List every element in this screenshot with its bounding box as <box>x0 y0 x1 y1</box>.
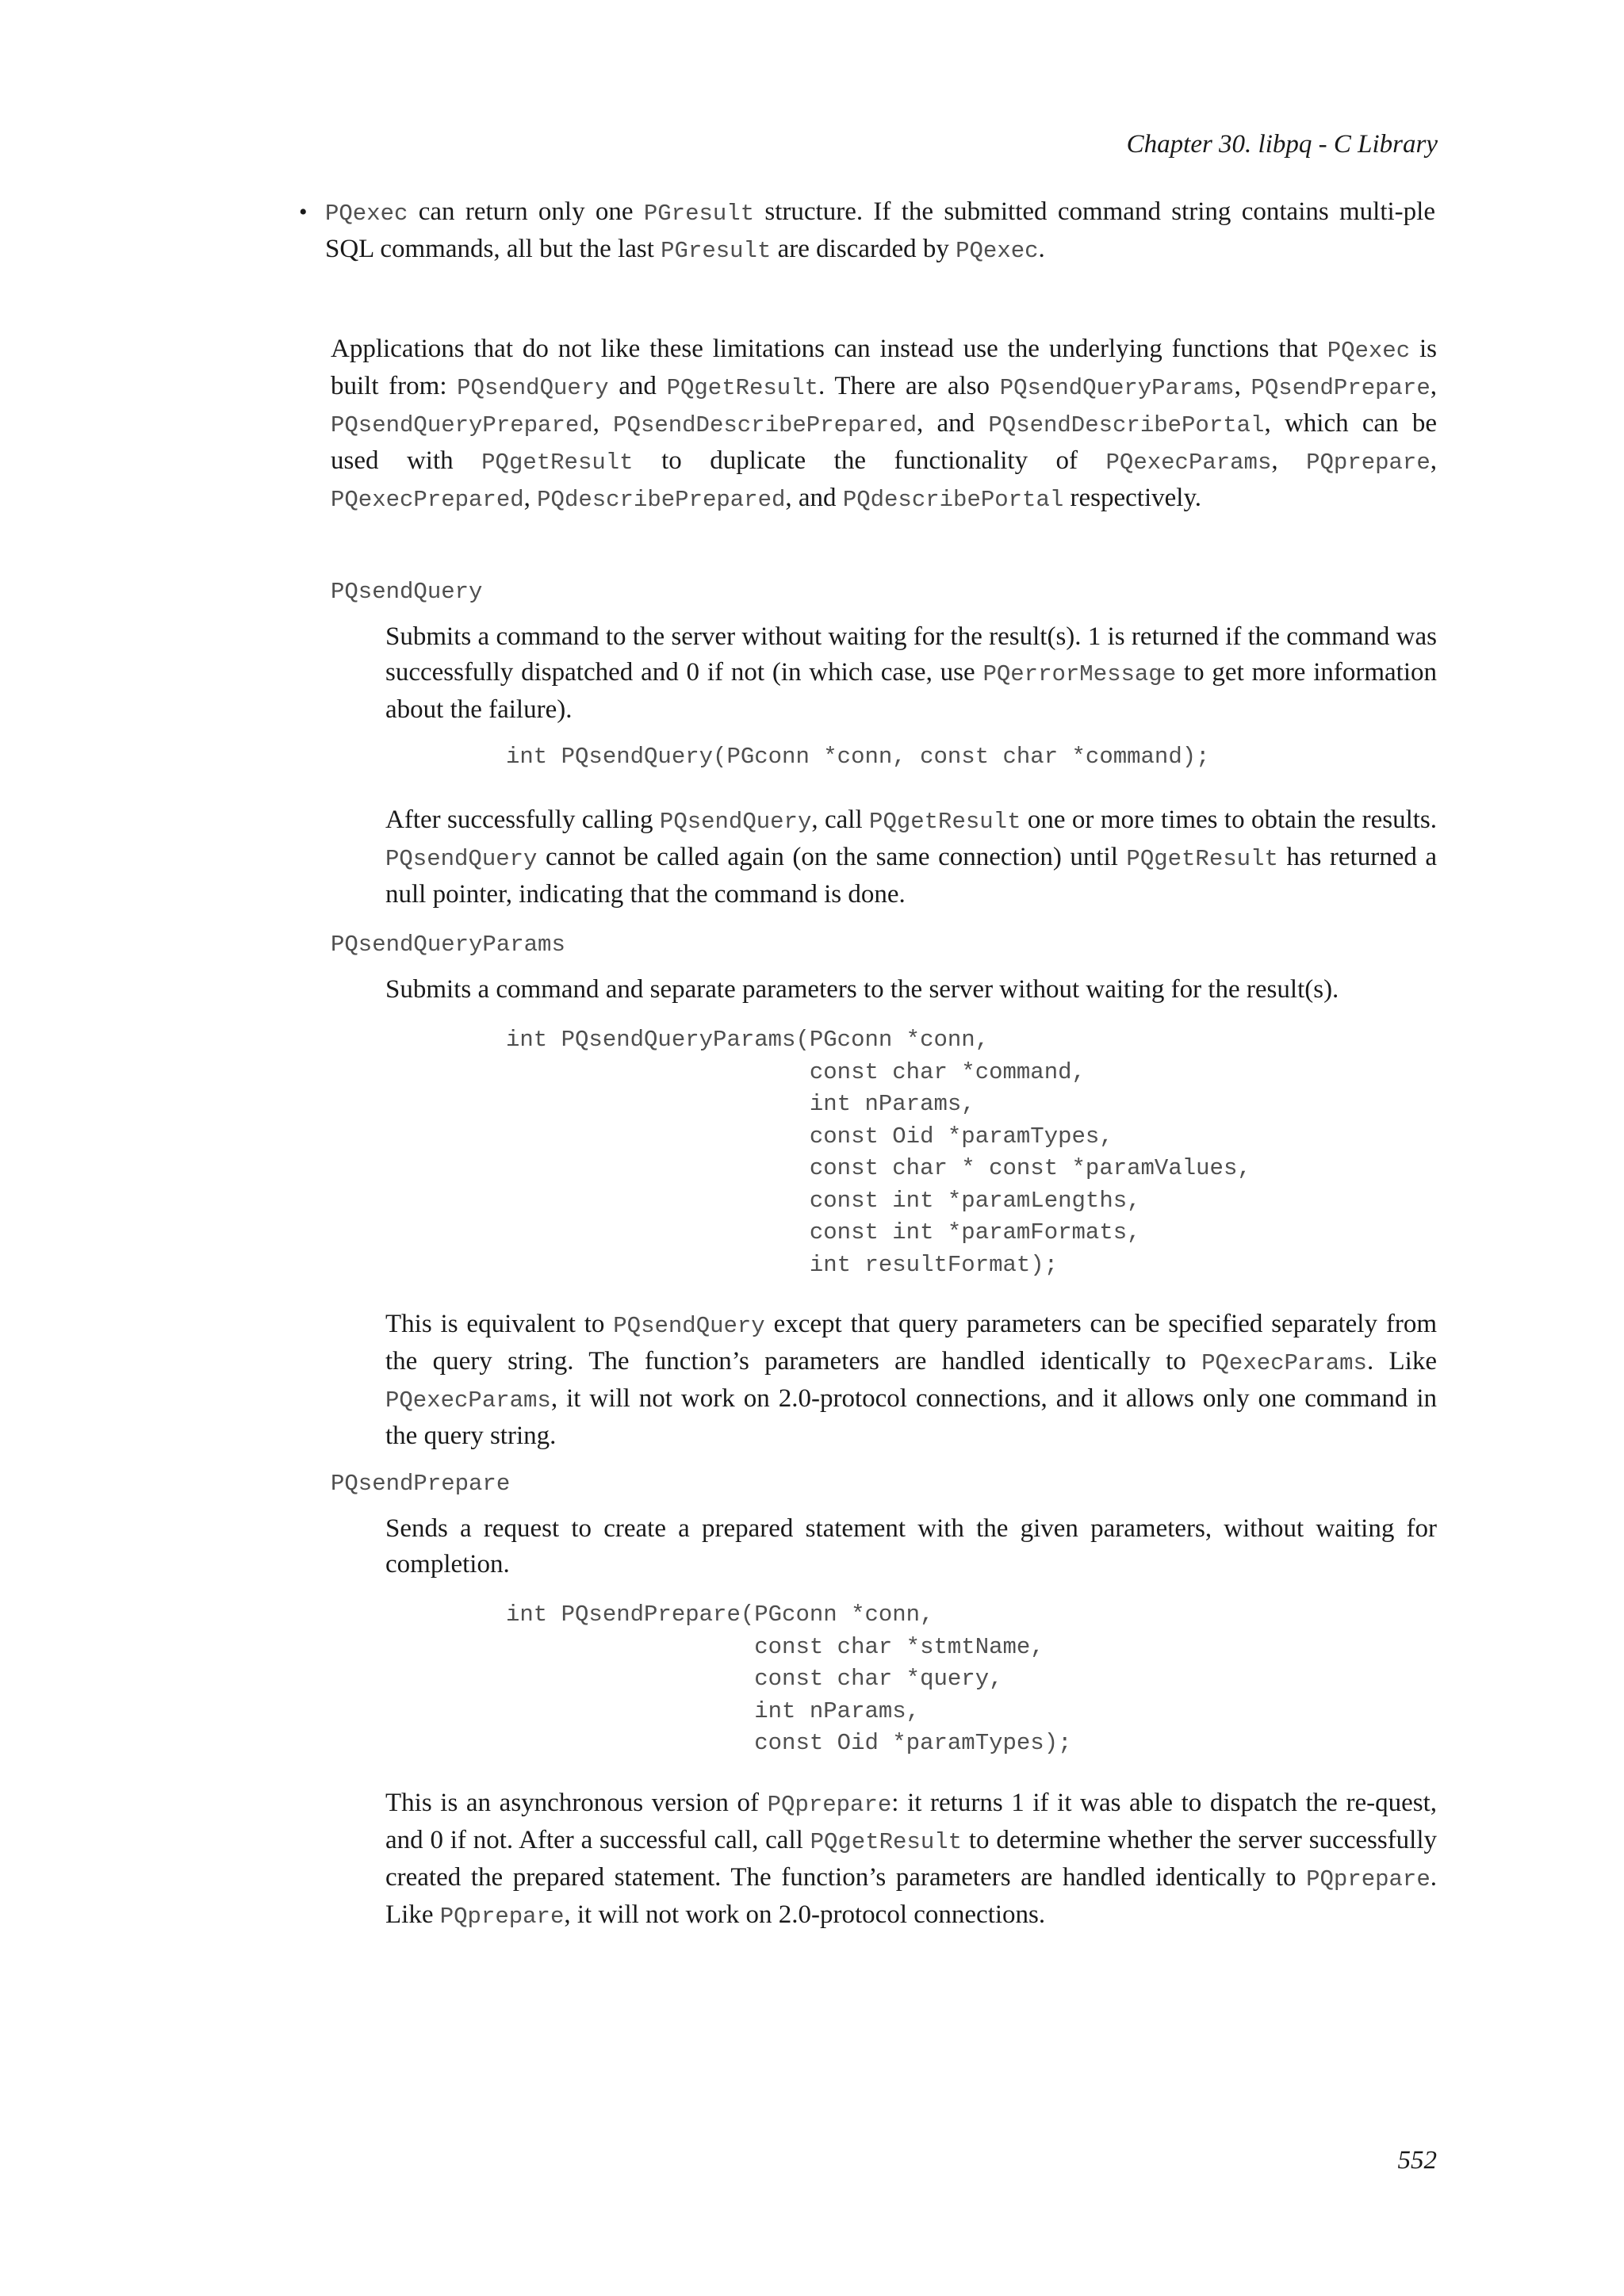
code-line: int resultFormat); <box>506 1251 1059 1278</box>
text-run: Submits a command to the server without waiting for the result(s). 1 is returned if the command was successfully dispatched and 0 if not (in which case, use <box>385 622 1437 687</box>
bullet-icon: • <box>299 199 308 225</box>
inline-code: PQsendQuery <box>385 846 538 872</box>
function-note <box>385 1307 1437 1454</box>
text-run: , <box>1430 372 1437 400</box>
function-description <box>385 619 1437 728</box>
text-run: , <box>1271 446 1307 475</box>
inline-code: PQgetResult <box>1126 846 1278 872</box>
text-run: , and <box>785 484 843 512</box>
inline-code: PQsendPrepare <box>1251 375 1431 401</box>
text-run: . There are also <box>818 372 1000 400</box>
text-run: except that query parameters can be specified separately from the query string. The function’s parameters are handled identically to <box>385 1310 1437 1376</box>
text-run: , call <box>811 806 870 834</box>
text-run: , it will not work on 2.0-protocol connections. <box>564 1900 1046 1929</box>
text-run: , and <box>917 409 989 438</box>
text-run: are discarded by <box>771 235 956 263</box>
inline-code: PQexec <box>956 238 1039 264</box>
text-run: , <box>523 484 538 512</box>
function-note <box>385 1785 1437 1934</box>
inline-code: PQdescribePrepared <box>537 487 786 513</box>
function-signature <box>506 741 1210 774</box>
function-note <box>385 802 1437 913</box>
text-run: , <box>1234 372 1251 400</box>
code-line: int PQsendQuery(PGconn *conn, const char *command); <box>506 744 1210 770</box>
intro-paragraph <box>331 331 1437 518</box>
text-run: After successfully calling <box>385 806 660 834</box>
text-run: to duplicate the functionality of <box>633 446 1106 475</box>
chapter-header: Chapter 30. libpq - C Library <box>1126 130 1438 159</box>
text-run: . <box>1038 235 1045 263</box>
code-line: const int *paramFormats, <box>506 1219 1141 1246</box>
code-line: int nParams, <box>506 1091 975 1117</box>
inline-code: PQprepare <box>1306 450 1431 476</box>
text-run: and <box>608 372 667 400</box>
inline-code: PQprepare <box>767 1792 892 1818</box>
inline-code: PQexecParams <box>385 1387 551 1414</box>
inline-code: PQerrorMessage <box>982 661 1177 687</box>
inline-code: PQsendQuery <box>457 375 609 401</box>
code-line: const Oid *paramTypes); <box>506 1730 1072 1756</box>
inline-code: PQgetResult <box>666 375 819 401</box>
inline-code: PQexec <box>325 201 408 227</box>
inline-code: PQexecParams <box>1105 450 1272 476</box>
text-run: . Like <box>1366 1347 1437 1376</box>
inline-code: PGresult <box>661 238 772 264</box>
text-run: , <box>1430 446 1437 475</box>
inline-code: PQsendQuery <box>613 1313 765 1339</box>
text-run: Submits a command and separate parameters to the server without waiting for the result(s). <box>385 975 1339 1004</box>
inline-code: PQdescribePortal <box>842 487 1064 513</box>
bullet-text <box>325 194 1435 269</box>
text-run: respectively. <box>1063 484 1202 512</box>
function-signature <box>506 1024 1251 1281</box>
code-line: const char *command, <box>506 1058 1086 1085</box>
inline-code: PQgetResult <box>810 1829 963 1855</box>
text-run: This is an asynchronous version of <box>385 1789 768 1817</box>
inline-code: PQexecParams <box>1201 1350 1367 1376</box>
text-run: one or more times to obtain the results. <box>1021 806 1437 834</box>
text-run: Applications that do not like these limitations can instead use the underlying functions that <box>331 335 1327 363</box>
text-run: Sends a request to create a prepared statement with the given parameters, without waiting for completion. <box>385 1514 1437 1578</box>
code-line: const Oid *paramTypes, <box>506 1123 1113 1150</box>
text-run: has returned a null pointer, indicating that the command is done. <box>385 843 1438 909</box>
code-line: int PQsendQueryParams(PGconn *conn, <box>506 1027 990 1053</box>
text-run: can return only one <box>408 197 644 226</box>
text-run: : it returns 1 if it was able to dispatch the re-quest, and 0 if not. After a successful call, call <box>385 1789 1437 1854</box>
code-line: const int *paramLengths, <box>506 1187 1141 1214</box>
code-line: int PQsendPrepare(PGconn *conn, <box>506 1601 934 1628</box>
function-description <box>385 1511 1437 1582</box>
text-run: structure. If the submitted command string contains multi-ple SQL commands, all but the last <box>325 197 1435 263</box>
inline-code: PQgetResult <box>481 450 634 476</box>
inline-code: PQprepare <box>439 1904 565 1930</box>
code-line: const char *stmtName, <box>506 1633 1044 1660</box>
code-line: const char *query, <box>506 1666 1003 1692</box>
text-run: This is equivalent to <box>385 1310 614 1338</box>
inline-code: PQexec <box>1327 338 1411 364</box>
text-run: is built from: <box>331 335 1437 400</box>
text-run: . Like <box>385 1863 1437 1929</box>
text-run: to get more information about the failure). <box>385 658 1437 724</box>
inline-code: PQsendDescribePrepared <box>613 412 917 438</box>
bullet-item <box>299 194 1435 269</box>
inline-code: PQsendDescribePortal <box>988 412 1265 438</box>
inline-code: PQsendQueryParams <box>999 375 1235 401</box>
page-number: 552 <box>1397 2146 1437 2175</box>
text-run: , it will not work on 2.0-protocol connections, and it allows only one command in the query string. <box>385 1384 1437 1450</box>
inline-code: PQsendQueryPrepared <box>331 412 593 438</box>
text-run: , which can be used with <box>331 409 1437 475</box>
text-run: to determine whether the server successfully created the prepared statement. The function’s parameters are handled identically to <box>385 1826 1437 1892</box>
function-description <box>385 972 1437 1008</box>
function-term: PQsendQuery <box>331 579 483 605</box>
code-line: const char * const *paramValues, <box>506 1155 1251 1181</box>
function-signature <box>506 1599 1072 1760</box>
function-term: PQsendQueryParams <box>331 932 565 958</box>
inline-code: PGresult <box>643 201 755 227</box>
text-run: , <box>592 409 614 438</box>
inline-code: PQgetResult <box>869 809 1021 835</box>
inline-code: PQprepare <box>1306 1866 1431 1892</box>
function-term: PQsendPrepare <box>331 1471 511 1497</box>
inline-code: PQsendQuery <box>659 809 812 835</box>
inline-code: PQexecPrepared <box>331 487 524 513</box>
code-line: int nParams, <box>506 1697 921 1724</box>
text-run: cannot be called again (on the same connection) until <box>537 843 1127 871</box>
